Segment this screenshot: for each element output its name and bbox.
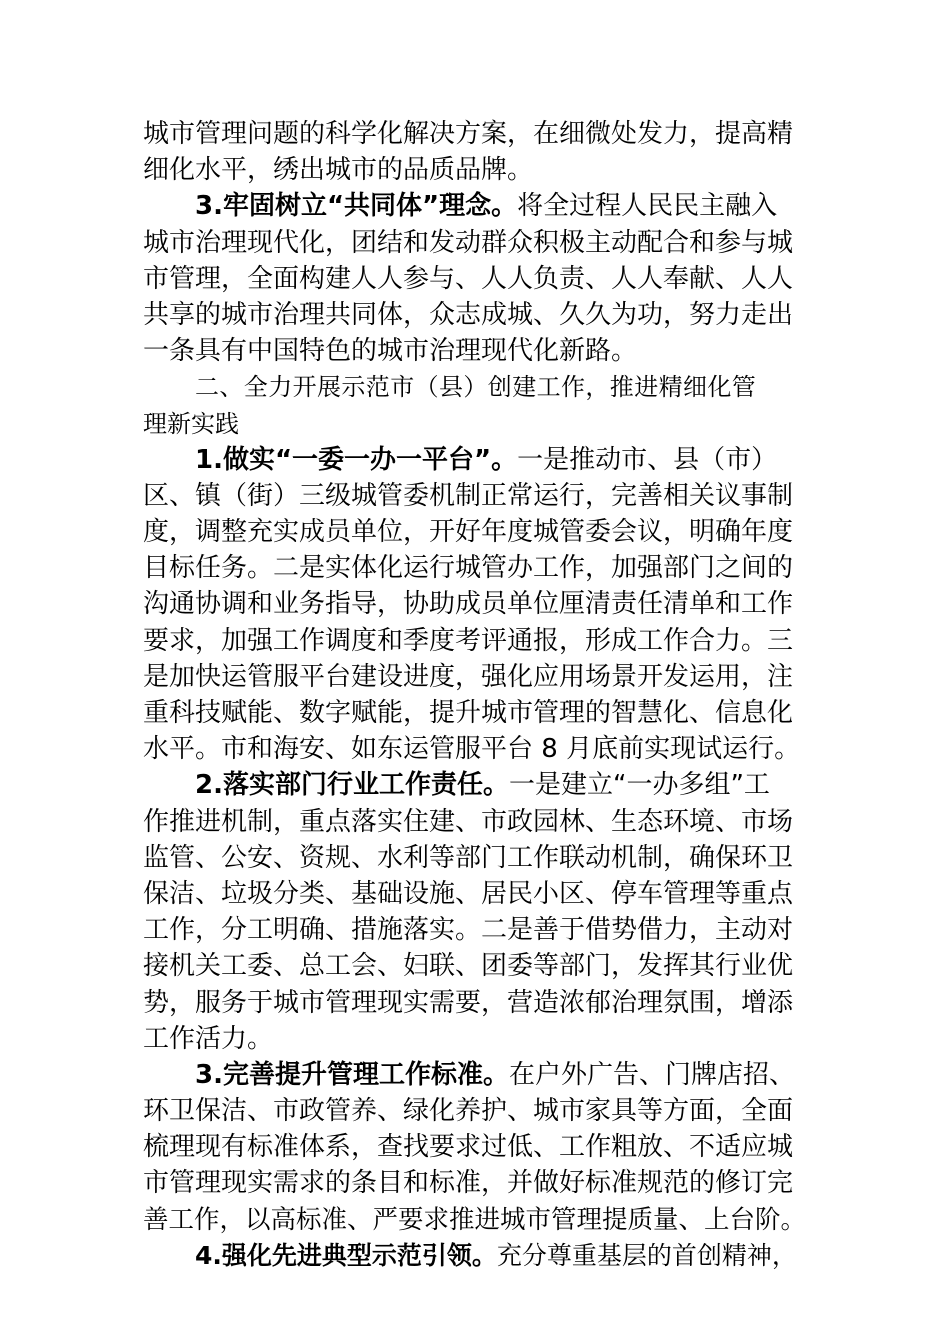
- text-run: 一是推动市、县（市）: [517, 444, 778, 475]
- text-line: 作推进机制，重点落实住建、市政园林、生态环境、市场: [143, 806, 794, 837]
- section-heading-line: 理新实践: [143, 409, 239, 438]
- text-line: 是加快运管服平台建设进度，强化应用场景开发运用，注: [143, 661, 794, 692]
- item-heading-line: [143, 188, 808, 224]
- text-line: 城市治理现代化，团结和发动群众积极主动配合和参与城: [143, 227, 794, 258]
- text-line: 接机关工委、总工会、妇联、团委等部门，发挥其行业优: [143, 951, 794, 982]
- item-heading-line: [143, 1238, 808, 1274]
- document-body: [143, 116, 808, 1274]
- text-line: 保洁、垃圾分类、基础设施、居民小区、停车管理等重点: [143, 878, 794, 909]
- item-heading: 3.完善提升管理工作标准。: [195, 1059, 509, 1090]
- text-line: 目标任务。二是实体化运行城管办工作，加强部门之间的: [143, 553, 794, 584]
- text-line: 工作，分工明确、措施落实。二是善于借势借力，主动对: [143, 915, 794, 946]
- text-line: 共享的城市治理共同体，众志成城、久久为功，努力走出: [143, 299, 794, 330]
- text-line: 沟通协调和业务指导，协助成员单位厘清责任清单和工作: [143, 589, 794, 620]
- text-run: 充分尊重基层的首创精神，: [496, 1240, 797, 1270]
- text-line: 水平。市和海安、如东运管服平台 8 月底前实现试运行。: [143, 734, 801, 765]
- item-heading: 4.强化先进典型示范引领。: [195, 1240, 497, 1270]
- item-heading-line: [143, 442, 808, 478]
- text-line: 工作活力。: [143, 1023, 274, 1054]
- item-heading: 3.牢固树立“共同体”理念。: [195, 191, 518, 222]
- text-line: 一条具有中国特色的城市治理现代化新路。: [143, 336, 638, 367]
- text-run: 一是建立“一办多组”工: [508, 770, 770, 801]
- text-run: 在户外广告、门牌店招、: [508, 1059, 795, 1090]
- item-heading-line: [143, 767, 808, 803]
- text-line: 要求，加强工作调度和季度考评通报，形成工作合力。三: [143, 625, 794, 656]
- text-line: 梳理现有标准体系，查找要求过低、工作粗放、不适应城: [143, 1132, 794, 1163]
- text-line: 区、镇（街）三级城管委机制正常运行，完善相关议事制: [143, 480, 794, 511]
- text-line: 市管理现实需求的条目和标准，并做好标准规范的修订完: [143, 1168, 794, 1199]
- item-heading: 1.做实“一委一办一平台”。: [195, 444, 518, 475]
- text-line: 城市管理问题的科学化解决方案，在细微处发力，提高精: [143, 119, 794, 149]
- text-line: 监管、公安、资规、水利等部门工作联动机制，确保环卫: [143, 842, 794, 873]
- text-line: 善工作，以高标准、严要求推进城市管理提质量、上台阶。: [143, 1204, 807, 1235]
- text-line: 细化水平，绣出城市的品质品牌。: [143, 155, 534, 186]
- item-heading: 2.落实部门行业工作责任。: [195, 770, 509, 801]
- section-heading-line: 二、全力开展示范市（县）创建工作，推进精细化管: [195, 373, 757, 402]
- text-run: 将全过程人民民主融入: [517, 191, 778, 222]
- text-line: 环卫保洁、市政管养、绿化养护、城市家具等方面，全面: [143, 1096, 794, 1127]
- text-line: 势，服务于城市管理现实需要，营造浓郁治理氛围，增添: [143, 987, 794, 1018]
- text-line: 市管理，全面构建人人参与、人人负责、人人奉献、人人: [143, 263, 794, 294]
- text-line: 重科技赋能、数字赋能，提升城市管理的智慧化、信息化: [143, 698, 794, 728]
- item-heading-line: [143, 1057, 808, 1093]
- text-line: 度，调整充实成员单位，开好年度城管委会议，明确年度: [143, 517, 794, 548]
